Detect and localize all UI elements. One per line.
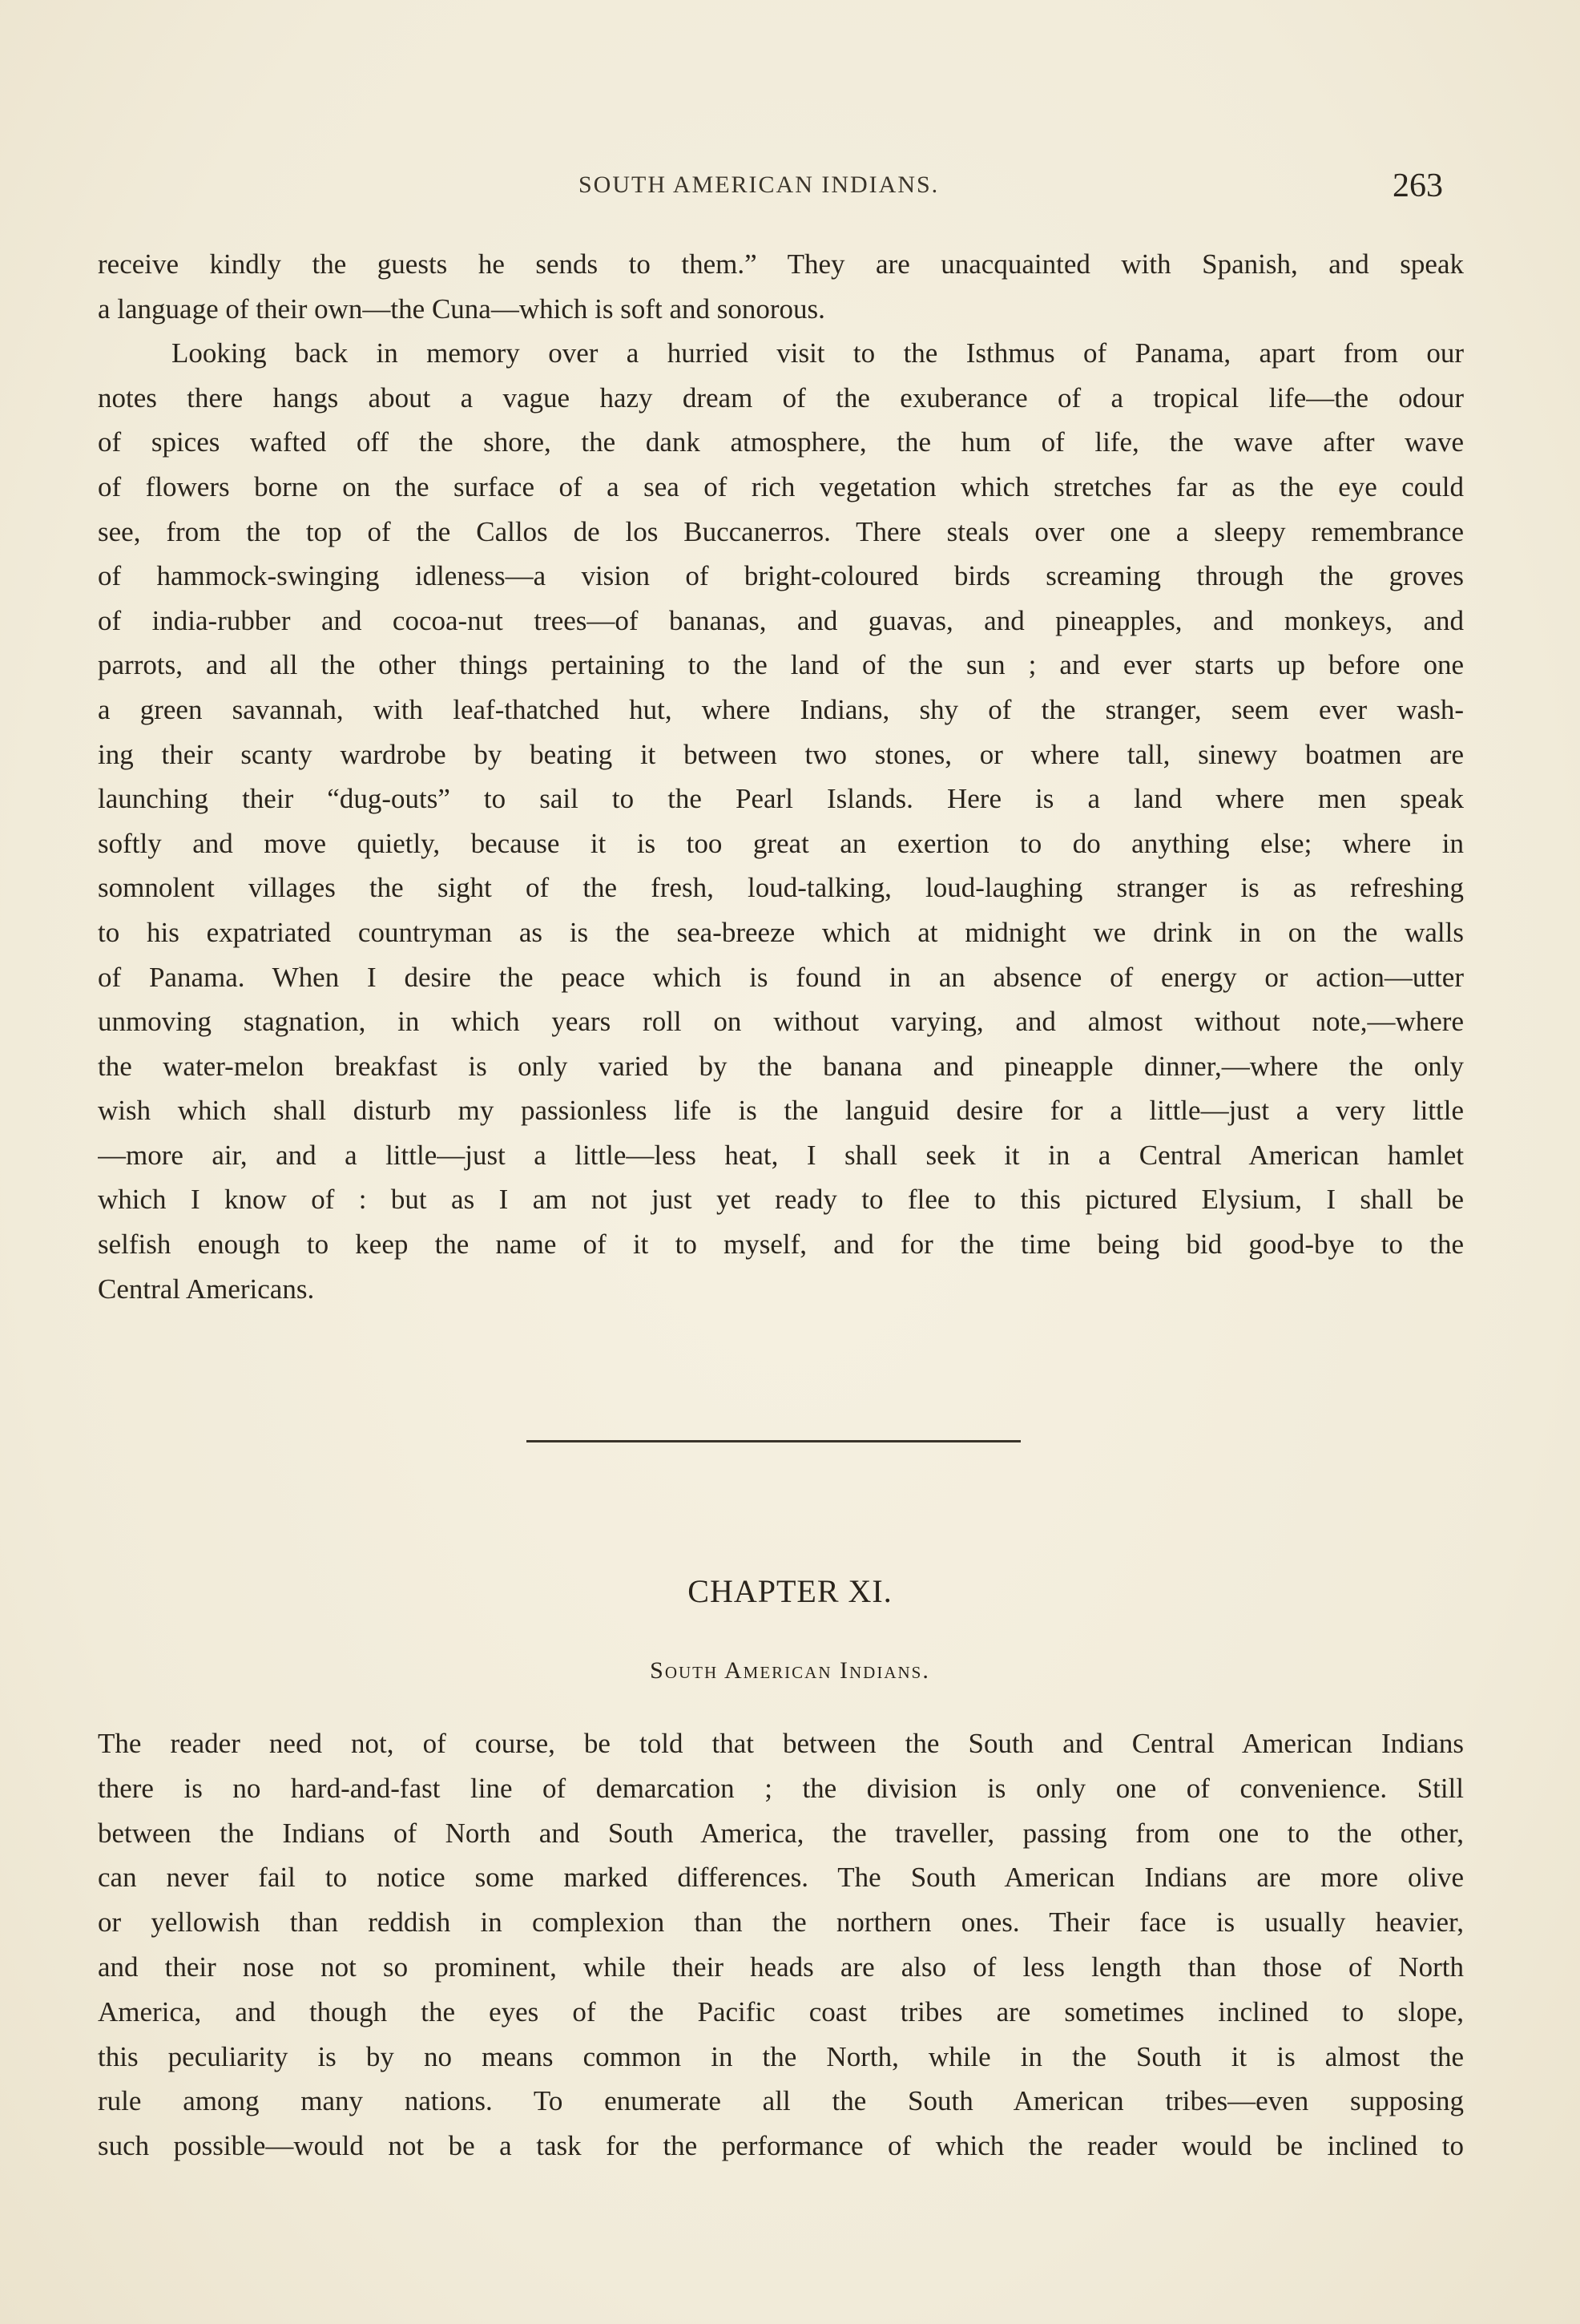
text-line: The reader need not, of course, be told that between the South and Central American Indians — [98, 1728, 1464, 1759]
text-line: America, and though the eyes of the Pacific coast tribes are sometimes inclined to slope, — [98, 1995, 1464, 2027]
running-header — [0, 167, 1580, 207]
text-line: the water-melon breakfast is only varied by the banana and pineapple dinner,—where the only — [98, 1050, 1464, 1082]
text-line: launching their “dug-outs” to sail to the Pearl Islands. Here is a land where men speak — [98, 783, 1464, 815]
text-line: —more air, and a little—just a little—less heat, I shall seek it in a Central American hamlet — [98, 1139, 1464, 1171]
text-line: between the Indians of North and South America, the traveller, passing from one to the other, — [98, 1817, 1464, 1849]
chapter-heading: CHAPTER XI. — [687, 1573, 893, 1609]
text-line: rule among many nations. To enumerate all the South American tribes—even supposing — [98, 2085, 1464, 2117]
text-line: which I know of : but as I am not just yet ready to flee to this pictured Elysium, I shall be — [98, 1184, 1464, 1216]
text-line: Central Americans. — [98, 1273, 315, 1305]
text-line: this peculiarity is by no means common in the North, while in the South it is almost the — [98, 2040, 1464, 2072]
text-line: parrots, and all the other things pertaining to the land of the sun ; and ever starts up before one — [98, 649, 1464, 681]
running-title: SOUTH AMERICAN INDIANS. — [578, 171, 940, 198]
text-line: a green savannah, with leaf-thatched hut, where Indians, shy of the stranger, seem ever wash- — [98, 693, 1464, 725]
text-line: unmoving stagnation, in which years roll on without varying, and almost without note,—where — [98, 1006, 1464, 1038]
text-line: selfish enough to keep the name of it to myself, and for the time being bid good-bye to the — [98, 1229, 1464, 1261]
chapter-text — [98, 1721, 1464, 2169]
text-line: ing their scanty wardrobe by beating it between two stones, or where tall, sinewy boatmen are — [98, 738, 1464, 770]
text-line: of india-rubber and cocoa-nut trees—of bananas, and guavas, and pineapples, and monkeys, and — [98, 604, 1464, 636]
text-line: such possible—would not be a task for the performance of which the reader would be inclined to — [98, 2130, 1464, 2162]
text-line: see, from the top of the Callos de los Buccanerros. There steals over one a sleepy remembrance — [98, 515, 1464, 547]
text-line: and their nose not so prominent, while their heads are also of less length than those of North — [98, 1951, 1464, 1983]
text-line: wish which shall disturb my passionless life is the languid desire for a little—just a very little — [98, 1095, 1464, 1127]
chapter-subtitle: South American Indians. — [650, 1657, 930, 1684]
continued-text — [98, 242, 1464, 1311]
text-line: can never fail to notice some marked differences. The South American Indians are more olive — [98, 1862, 1464, 1894]
text-line: of flowers borne on the surface of a sea of rich vegetation which stretches far as the eye could — [98, 470, 1464, 502]
text-line: somnolent villages the sight of the fresh, loud-talking, loud-laughing stranger is as refreshing — [98, 872, 1464, 904]
text-line: notes there hangs about a vague hazy dream of the exuberance of a tropical life—the odour — [98, 381, 1464, 414]
text-line: or yellowish than reddish in complexion than the northern ones. Their face is usually heavier, — [98, 1906, 1464, 1939]
section-divider — [526, 1440, 1021, 1442]
text-line: a language of their own—the Cuna—which is soft and sonorous. — [98, 293, 825, 325]
text-line: there is no hard-and-fast line of demarcation ; the division is only one of convenience. Still — [98, 1772, 1464, 1804]
text-line: of spices wafted off the shore, the dank atmosphere, the hum of life, the wave after wave — [98, 426, 1464, 458]
text-line: of hammock-swinging idleness—a vision of bright-coloured birds screaming through the groves — [98, 560, 1464, 592]
paragraph-first-line: Looking back in memory over a hurried visit to the Isthmus of Panama, apart from our — [171, 337, 1464, 369]
text-line: of Panama. When I desire the peace which is found in an absence of energy or action—utter — [98, 961, 1464, 993]
text-line: to his expatriated countryman as is the sea-breeze which at midnight we drink in on the walls — [98, 916, 1464, 948]
page-number: 263 — [1393, 167, 1443, 204]
text-line: softly and move quietly, because it is too great an exertion to do anything else; where in — [98, 827, 1464, 859]
text-line: receive kindly the guests he sends to them.” They are unacquainted with Spanish, and speak — [98, 248, 1464, 280]
